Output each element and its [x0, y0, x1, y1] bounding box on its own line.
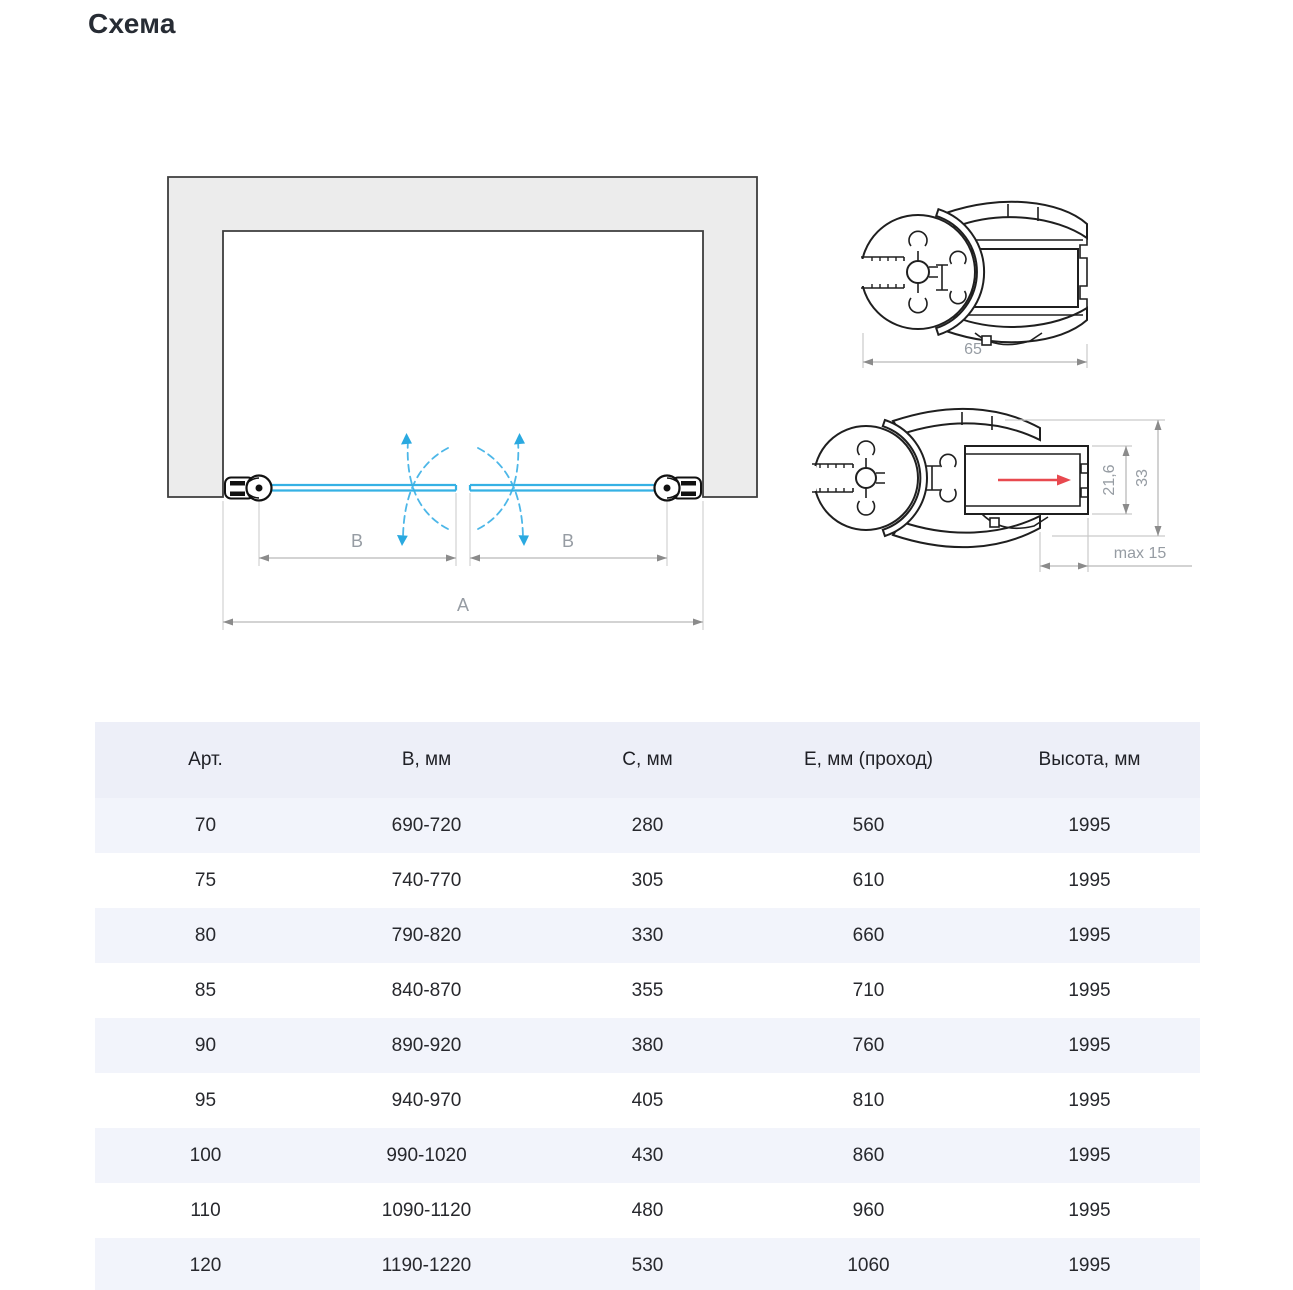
swing-arrow-icon: [514, 433, 525, 445]
adjustment-range-label: max 15: [1113, 545, 1167, 562]
profile-height-label: 33: [1134, 469, 1151, 487]
cell-e-mm: 710: [852, 979, 885, 1001]
slider-height-label: 21,6: [1101, 464, 1118, 496]
cell-c-mm: 430: [631, 1144, 664, 1166]
table-row: [95, 1073, 1200, 1128]
cell-b-mm: 790-820: [391, 924, 462, 946]
spec-table-head: [95, 722, 1200, 798]
cell-e-mm: 560: [852, 814, 885, 836]
cell-c-mm: 330: [631, 924, 664, 946]
swing-arrow-icon: [401, 433, 412, 445]
cell-height-mm: 1995: [1068, 1144, 1111, 1166]
cell-art: 100: [189, 1144, 222, 1166]
cell-height-mm: 1995: [1068, 869, 1111, 891]
cell-e-mm: 610: [852, 869, 885, 891]
col-header-e-mm: Е, мм (проход): [803, 749, 934, 770]
dim-a-label: A: [456, 595, 470, 615]
cell-height-mm: 1995: [1068, 814, 1111, 836]
col-header-b-mm: В, мм: [401, 749, 452, 770]
table-row: [95, 963, 1200, 1018]
cell-b-mm: 1090-1120: [381, 1199, 472, 1221]
cell-b-mm: 890-920: [391, 1034, 462, 1056]
spec-table: [95, 722, 1200, 1290]
cell-height-mm: 1995: [1068, 979, 1111, 1001]
cell-e-mm: 810: [852, 1089, 885, 1111]
cell-c-mm: 405: [631, 1089, 664, 1111]
spec-table-header-row: [95, 722, 1200, 798]
glass-door-panels: [271, 485, 655, 491]
page-title: Схема: [88, 8, 176, 39]
cell-art: 85: [194, 979, 217, 1001]
cell-b-mm: 940-970: [391, 1089, 462, 1111]
cell-height-mm: 1995: [1068, 1089, 1111, 1111]
cell-height-mm: 1995: [1068, 924, 1111, 946]
cell-b-mm: 690-720: [391, 814, 462, 836]
profile-section-top: [856, 202, 1087, 368]
cell-c-mm: 380: [631, 1034, 664, 1056]
cell-b-mm: 740-770: [391, 869, 462, 891]
col-header-height-mm: Высота, мм: [1038, 749, 1141, 770]
cell-b-mm: 990-1020: [386, 1144, 467, 1166]
profile-width-label: 65: [964, 341, 982, 358]
cell-c-mm: 280: [631, 814, 664, 836]
cell-art: 70: [194, 814, 217, 836]
glass-panel-left: [271, 485, 456, 491]
table-row: [95, 853, 1200, 908]
cell-e-mm: 960: [852, 1199, 885, 1221]
cell-e-mm: 860: [852, 1144, 885, 1166]
cell-art: 75: [194, 869, 217, 891]
cell-height-mm: 1995: [1068, 1199, 1111, 1221]
swing-arrow-icon: [397, 535, 408, 546]
glass-panel-right: [470, 485, 655, 491]
cell-b-mm: 1190-1220: [381, 1254, 472, 1276]
profile-section-bottom: [806, 409, 1192, 572]
spec-table-wrap: [95, 722, 1200, 1290]
cell-b-mm: 840-870: [391, 979, 462, 1001]
cell-art: 120: [189, 1254, 222, 1276]
cell-art: 110: [190, 1199, 221, 1221]
door-swing-arcs: [403, 440, 523, 538]
swing-arrow-icon: [518, 535, 529, 546]
dim-b-left-label: B: [350, 531, 364, 551]
cell-e-mm: 760: [852, 1034, 885, 1056]
cell-c-mm: 530: [631, 1254, 664, 1276]
col-header-c-mm: С, мм: [622, 749, 673, 770]
cell-art: 90: [194, 1034, 217, 1056]
cell-height-mm: 1995: [1068, 1034, 1111, 1056]
cell-height-mm: 1995: [1068, 1254, 1111, 1276]
cell-art: 95: [194, 1089, 217, 1111]
table-row: [95, 908, 1200, 963]
cell-e-mm: 660: [852, 924, 885, 946]
table-row: [95, 1238, 1200, 1290]
table-row: [95, 798, 1200, 853]
table-row: [95, 1018, 1200, 1073]
table-row: [95, 1128, 1200, 1183]
cell-c-mm: 355: [631, 979, 664, 1001]
cell-c-mm: 480: [631, 1199, 664, 1221]
plan-view: [168, 177, 757, 630]
col-header-art: Арт.: [188, 749, 223, 770]
hinge-profile-left: [225, 476, 272, 501]
cell-art: 80: [194, 924, 217, 946]
cell-c-mm: 305: [631, 869, 664, 891]
spec-table-body: [95, 798, 1200, 1290]
table-row: [95, 1183, 1200, 1238]
wall-shape: [168, 177, 757, 497]
hinge-profile-right: [655, 476, 702, 501]
dim-b-right-label: B: [561, 531, 575, 551]
cell-e-mm: 1060: [847, 1254, 890, 1276]
